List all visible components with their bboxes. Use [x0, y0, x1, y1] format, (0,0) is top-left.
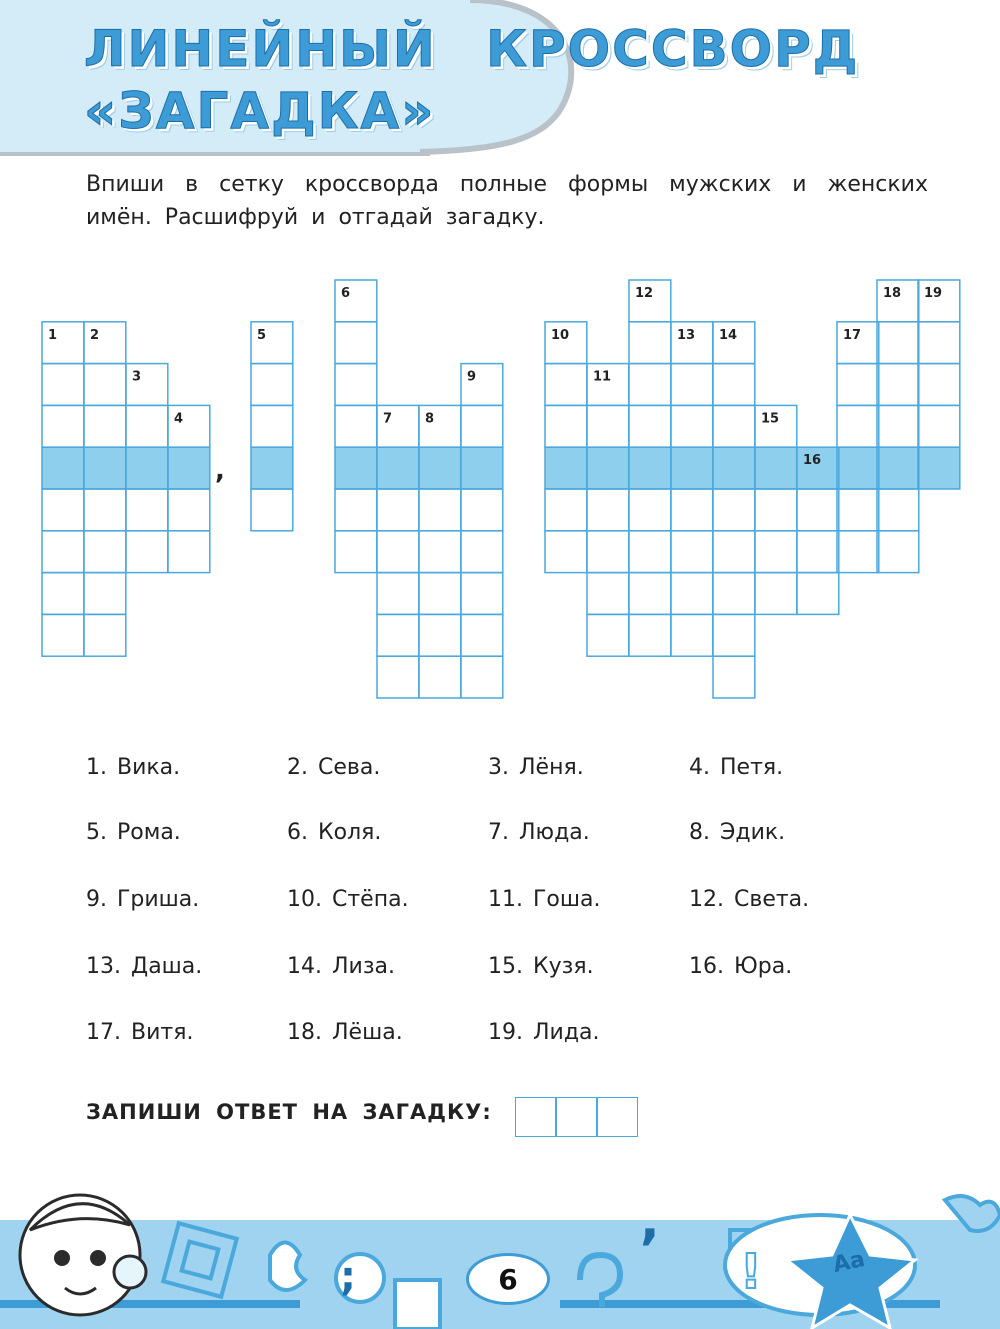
crossword-cell[interactable]	[918, 405, 960, 447]
clue-number: 11.	[488, 887, 523, 912]
clue-number: 15.	[488, 954, 523, 979]
crossword-cell[interactable]	[755, 531, 797, 573]
clue-number: 12.	[689, 887, 724, 912]
crossword-cell[interactable]	[461, 573, 503, 615]
crossword-cell[interactable]	[629, 531, 671, 573]
crossword-cell[interactable]	[335, 322, 377, 364]
crossword-cell[interactable]	[877, 364, 919, 406]
clue-item	[86, 820, 181, 845]
clue-name: Лёша.	[332, 1020, 403, 1045]
clue-number: 16.	[689, 954, 724, 979]
clue-number-6: 6	[341, 286, 351, 301]
comma-symbol: ,	[640, 1191, 660, 1251]
clue-item	[287, 954, 395, 979]
clue-number: 1.	[86, 755, 107, 780]
clue-number: 18.	[287, 1020, 322, 1045]
clue-number-7: 7	[383, 411, 393, 427]
clue-number-17: 17	[843, 327, 862, 343]
clue-name: Петя.	[720, 755, 784, 780]
aa-badge: Aa	[830, 1246, 868, 1279]
comma-mark: ,	[215, 456, 225, 487]
crossword-cell[interactable]	[461, 614, 503, 656]
crossword-cell[interactable]	[251, 364, 293, 406]
crossword-cell[interactable]	[251, 489, 293, 531]
clue-item	[86, 755, 180, 780]
crossword-cell[interactable]	[837, 489, 879, 531]
answer-box[interactable]	[515, 1097, 556, 1137]
clue-number: 8.	[689, 820, 710, 845]
crossword-cell[interactable]	[671, 573, 713, 615]
answer-box[interactable]	[597, 1097, 638, 1137]
clue-name: Рома.	[117, 820, 181, 845]
clue-number: 13.	[86, 954, 121, 979]
clue-name: Витя.	[131, 1020, 194, 1045]
crossword-cell[interactable]	[461, 489, 503, 531]
crossword-cell[interactable]	[755, 489, 797, 531]
crossword-cell[interactable]	[587, 573, 629, 615]
clue-item	[689, 887, 809, 912]
clue-name: Сева.	[318, 755, 381, 780]
clue-item	[488, 820, 590, 845]
clue-number-12: 12	[635, 286, 654, 301]
clue-name: Гоша.	[533, 887, 601, 912]
crossword-cell[interactable]	[84, 489, 126, 531]
crossword-cell[interactable]	[671, 364, 713, 406]
crossword-cell[interactable]	[84, 573, 126, 615]
clue-number: 2.	[287, 755, 308, 780]
answer-label: ЗАПИШИ ОТВЕТ НА ЗАГАДКУ:	[86, 1100, 492, 1124]
semicolon-symbol: ;	[340, 1254, 356, 1300]
crossword-cell[interactable]	[545, 489, 587, 531]
instruction-text-line-2: имён. Расшифруй и отгадай загадку.	[86, 205, 545, 230]
crossword-cell[interactable]	[629, 614, 671, 656]
crossword-cell[interactable]	[587, 531, 629, 573]
clue-number: 3.	[488, 755, 509, 780]
crossword-cell[interactable]	[42, 489, 84, 531]
crossword-cell[interactable]	[837, 405, 879, 447]
crossword-cell[interactable]	[126, 405, 168, 447]
crossword-cell[interactable]	[797, 489, 839, 531]
crossword-cell[interactable]	[545, 531, 587, 573]
clue-name: Лида.	[533, 1020, 600, 1045]
clue-name: Эдик.	[720, 820, 786, 845]
clue-name: Стёпа.	[332, 887, 409, 912]
clue-item	[488, 887, 600, 912]
clue-item	[689, 954, 792, 979]
clue-number-8: 8	[425, 411, 435, 427]
clue-number-10: 10	[551, 327, 570, 343]
clue-number-11: 11	[593, 369, 612, 385]
crossword-cell[interactable]	[713, 364, 755, 406]
clue-number: 9.	[86, 887, 107, 912]
clue-item	[689, 755, 783, 780]
crossword-cell[interactable]	[629, 489, 671, 531]
clue-number-1: 1	[48, 327, 58, 343]
page-number: 6	[466, 1253, 550, 1305]
clue-item	[689, 820, 785, 845]
clue-number-15: 15	[761, 411, 780, 427]
crossword-cell[interactable]	[755, 573, 797, 615]
crossword-cell[interactable]	[587, 489, 629, 531]
crossword-cell[interactable]	[168, 531, 210, 573]
crossword-cell[interactable]	[84, 614, 126, 656]
crossword-cell[interactable]	[629, 322, 671, 364]
clue-number: 5.	[86, 820, 107, 845]
highlight-strip	[545, 447, 960, 489]
clue-item	[86, 1020, 193, 1045]
crossword-cell[interactable]	[918, 364, 960, 406]
crossword-cell[interactable]	[335, 489, 377, 531]
clue-number-9: 9	[467, 369, 477, 385]
clue-number-4: 4	[174, 411, 184, 427]
clue-number: 17.	[86, 1020, 121, 1045]
crossword-cell[interactable]	[42, 573, 84, 615]
crossword-cell[interactable]	[629, 364, 671, 406]
crossword-cell[interactable]	[335, 364, 377, 406]
crossword-cell[interactable]	[797, 531, 839, 573]
crossword-cell[interactable]	[126, 489, 168, 531]
clue-item	[287, 820, 381, 845]
clue-name: Даша.	[131, 954, 203, 979]
clue-number-2: 2	[90, 327, 100, 343]
crossword-cell[interactable]	[877, 531, 919, 573]
clue-number-13: 13	[677, 327, 696, 343]
crossword-cell[interactable]	[545, 364, 587, 406]
crossword-cell[interactable]	[713, 573, 755, 615]
clue-item	[488, 755, 584, 780]
clue-name: Кузя.	[533, 954, 594, 979]
crossword-cell[interactable]	[126, 531, 168, 573]
crossword-cell[interactable]	[587, 405, 629, 447]
crossword-cell[interactable]	[461, 656, 503, 698]
clue-item	[287, 1020, 403, 1045]
clue-name: Юра.	[734, 954, 793, 979]
crossword-cell[interactable]	[713, 489, 755, 531]
crossword-cell[interactable]	[377, 573, 419, 615]
clue-name: Гриша.	[117, 887, 200, 912]
crossword-cell[interactable]	[335, 405, 377, 447]
crossword-cell[interactable]	[797, 573, 839, 615]
crossword-cell[interactable]	[461, 405, 503, 447]
page-title-line-1: ЛИНЕЙНЫЙ КРОССВОРД	[84, 20, 860, 78]
clue-number: 6.	[287, 820, 308, 845]
answer-box[interactable]	[556, 1097, 597, 1137]
crossword-cell[interactable]	[587, 614, 629, 656]
crossword-cell[interactable]	[335, 531, 377, 573]
clue-item	[488, 1020, 600, 1045]
clue-item	[287, 887, 409, 912]
crossword-cell[interactable]	[671, 405, 713, 447]
crossword-cell[interactable]	[837, 531, 879, 573]
crossword-cell[interactable]	[419, 614, 461, 656]
crossword-cell[interactable]	[377, 614, 419, 656]
crossword-cell[interactable]	[629, 405, 671, 447]
clue-name: Коля.	[318, 820, 382, 845]
crossword-cell[interactable]	[629, 573, 671, 615]
crossword-cell[interactable]	[461, 531, 503, 573]
crossword-cell[interactable]	[713, 614, 755, 656]
crossword-cell[interactable]	[918, 322, 960, 364]
crossword-cell[interactable]	[713, 531, 755, 573]
crossword-cell[interactable]	[713, 405, 755, 447]
clue-number: 7.	[488, 820, 509, 845]
crossword-cell[interactable]	[419, 656, 461, 698]
page-title-line-2: «ЗАГАДКА»	[84, 82, 436, 140]
clue-name: Лёня.	[519, 755, 584, 780]
crossword-cell[interactable]	[545, 405, 587, 447]
clue-number: 10.	[287, 887, 322, 912]
crossword-cell[interactable]	[837, 364, 879, 406]
crossword-cell[interactable]	[671, 614, 713, 656]
crossword-cell[interactable]	[877, 322, 919, 364]
clue-item	[287, 755, 380, 780]
clue-number-14: 14	[719, 327, 738, 343]
crossword-cell[interactable]	[42, 364, 84, 406]
crossword-cell[interactable]	[671, 531, 713, 573]
crossword-cell[interactable]	[419, 531, 461, 573]
crossword-cell[interactable]	[377, 656, 419, 698]
crossword-cell[interactable]	[377, 489, 419, 531]
highlight-strip	[251, 447, 293, 489]
crossword-cell[interactable]	[713, 656, 755, 698]
clue-item	[488, 954, 594, 979]
clue-number-5: 5	[257, 327, 267, 343]
clue-number-18: 18	[883, 286, 902, 301]
crossword-cell[interactable]	[419, 489, 461, 531]
crossword-cell[interactable]	[877, 405, 919, 447]
clue-name: Люда.	[519, 820, 590, 845]
clue-item	[86, 887, 199, 912]
clue-number: 19.	[488, 1020, 523, 1045]
clue-number: 14.	[287, 954, 322, 979]
crossword-cell[interactable]	[84, 531, 126, 573]
clue-number: 4.	[689, 755, 710, 780]
clue-name: Лиза.	[332, 954, 396, 979]
crossword-cell[interactable]	[42, 531, 84, 573]
crossword-cell[interactable]	[42, 405, 84, 447]
crossword-cell[interactable]	[877, 489, 919, 531]
clue-number-16: 16	[803, 453, 822, 469]
clue-item	[86, 954, 202, 979]
crossword-cell[interactable]	[42, 614, 84, 656]
crossword-cell[interactable]	[377, 531, 419, 573]
clue-name: Вика.	[117, 755, 181, 780]
crossword-cell[interactable]	[419, 573, 461, 615]
crossword-cell[interactable]	[168, 489, 210, 531]
instruction-text-line-1: Впиши в сетку кроссворда полные формы мужских и женских	[86, 172, 928, 197]
exclamation-symbol: !	[740, 1244, 762, 1300]
crossword-cell[interactable]	[251, 405, 293, 447]
crossword-cell[interactable]	[84, 405, 126, 447]
clue-name: Света.	[734, 887, 810, 912]
clue-number-3: 3	[132, 369, 142, 385]
clue-number-19: 19	[924, 286, 943, 301]
crossword-cell[interactable]	[84, 364, 126, 406]
crossword-cell[interactable]	[671, 489, 713, 531]
